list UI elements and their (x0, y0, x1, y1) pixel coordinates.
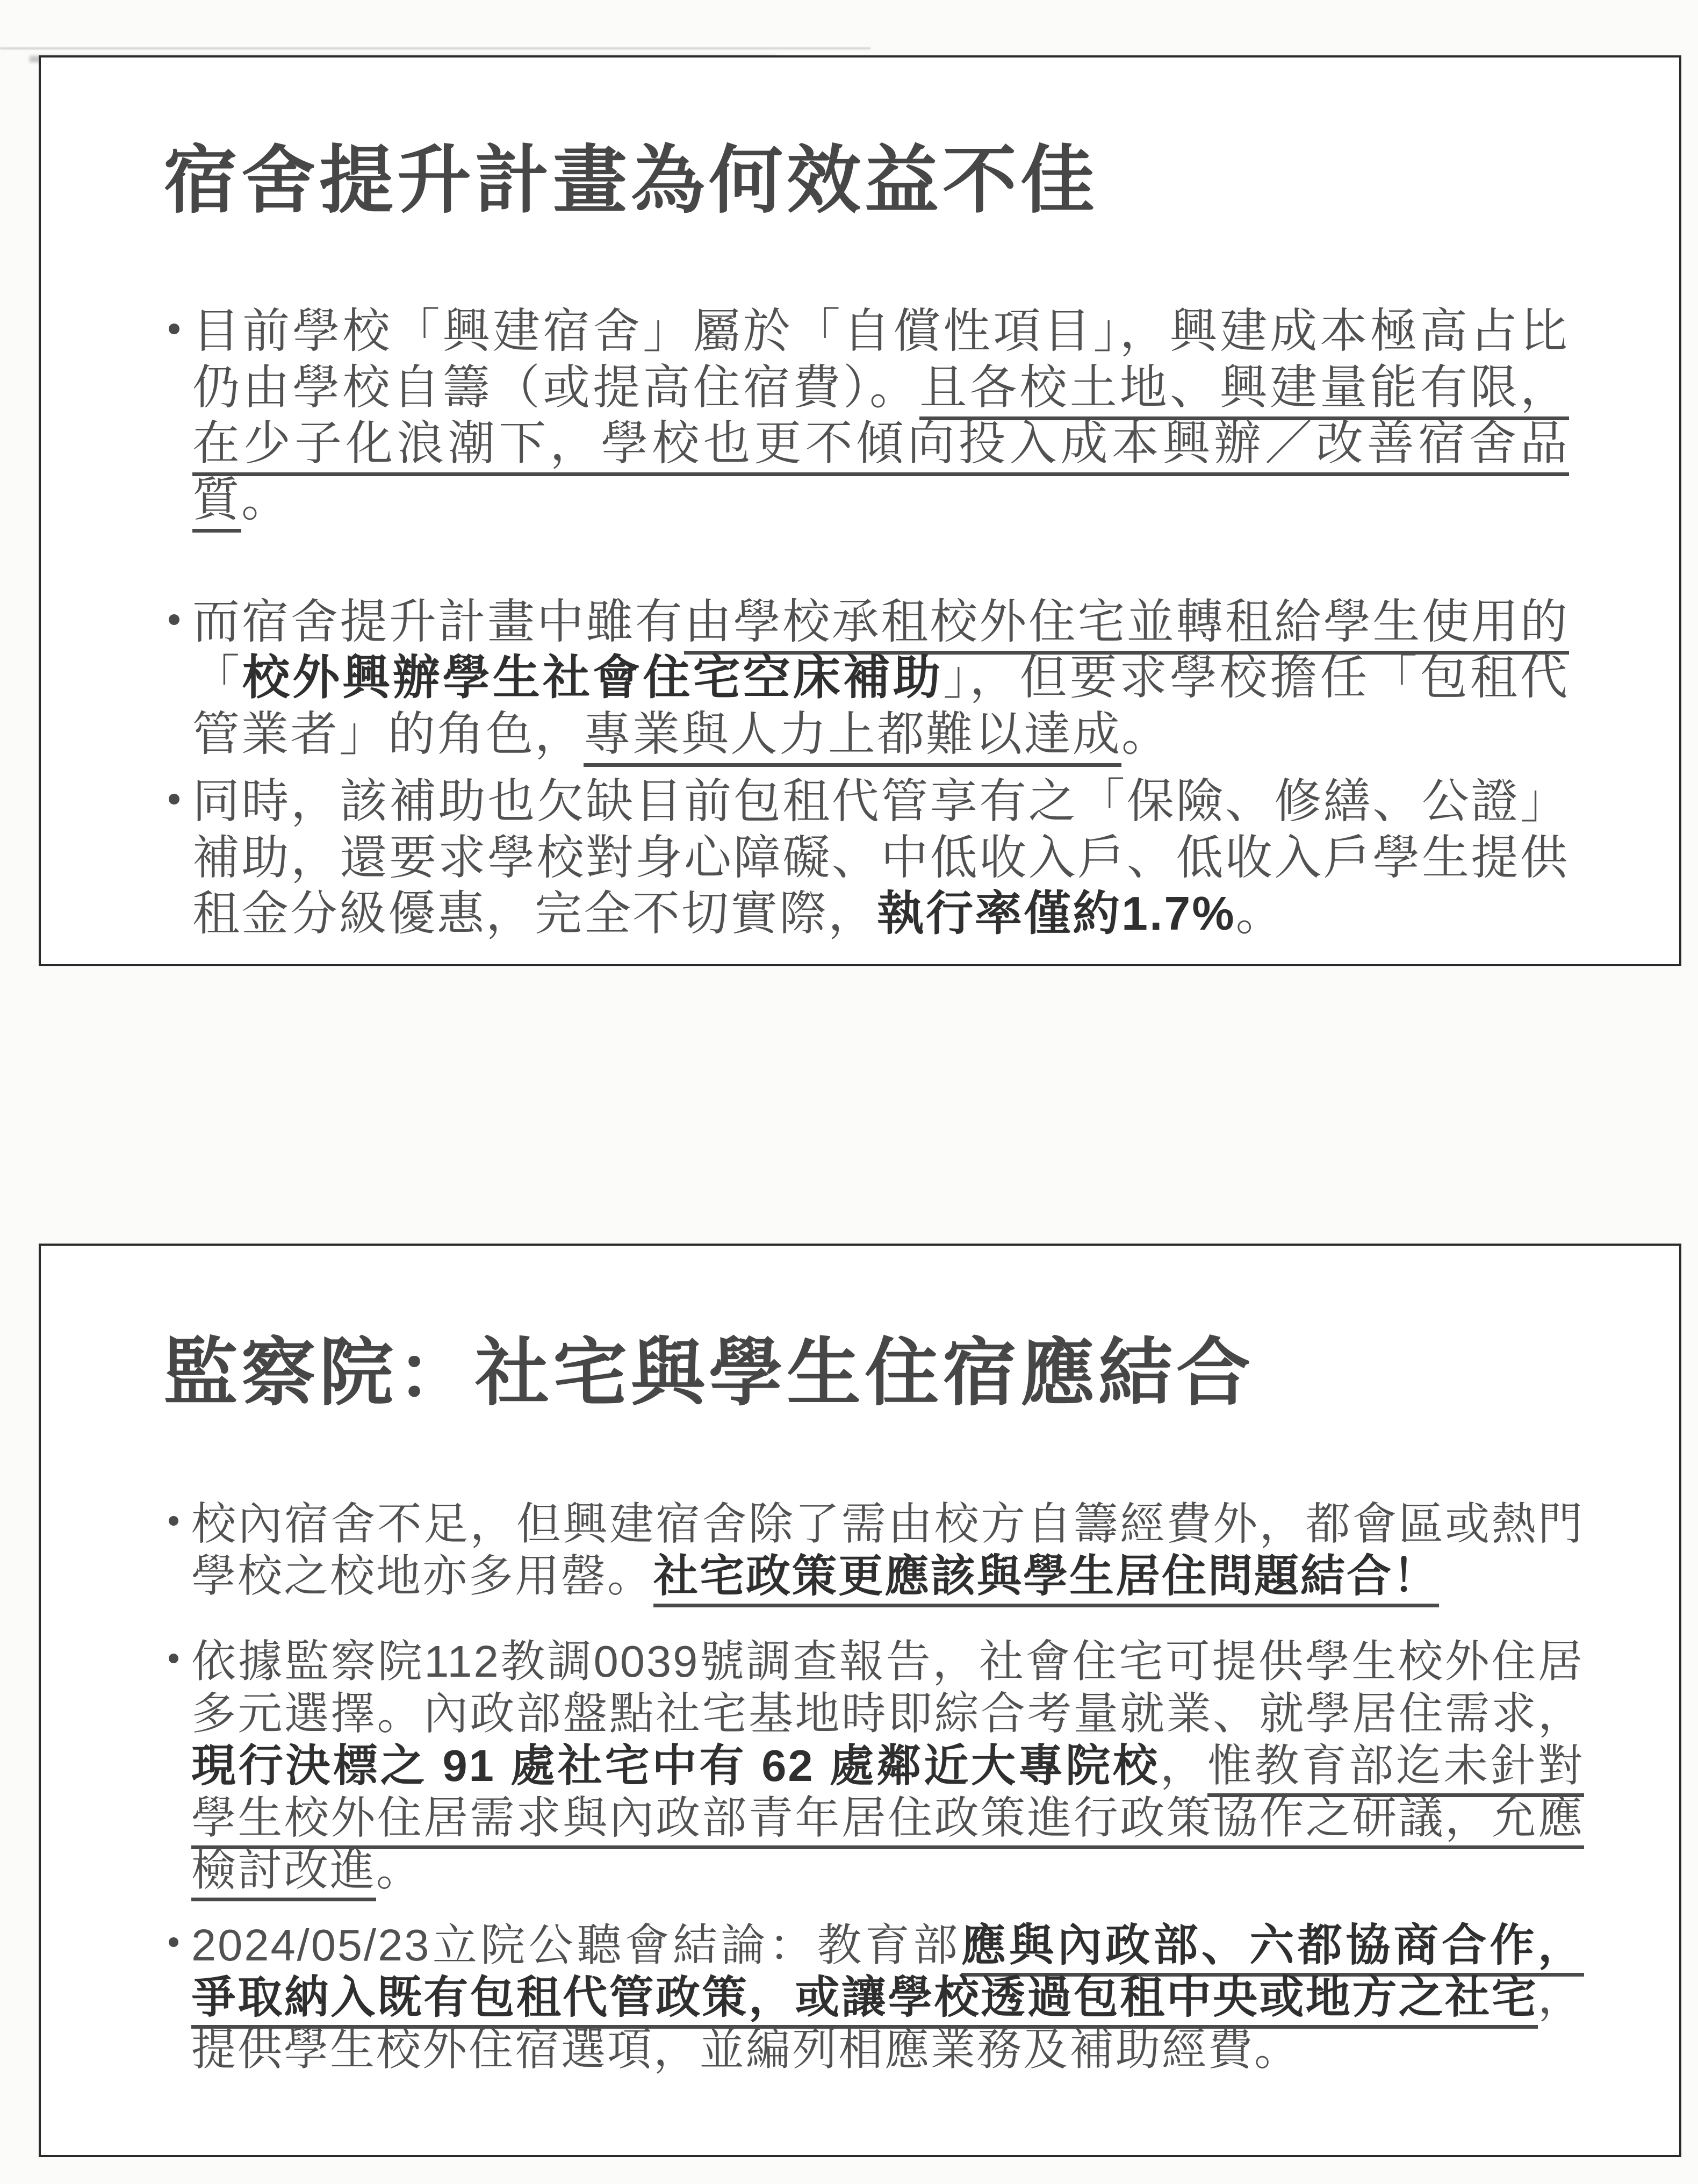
text-segment: 且各校土地、興建量能有限，在少子化浪潮下，學校也更不傾向投入成本興辦／改善宿舍品質 (192, 361, 1569, 533)
text-segment: ，提供學生校外住宿選項，並編列相應業務及補助經費。 (191, 1972, 1584, 2074)
bullet-text (192, 303, 1569, 528)
text-segment: 。 (1121, 707, 1171, 761)
bullet-dot-icon (169, 794, 179, 804)
bullet-dot-icon (169, 1937, 178, 1947)
list-item (169, 303, 1679, 528)
list-item (169, 1498, 1679, 1602)
text-segment: ， (1160, 1741, 1207, 1791)
slide-title: 宿舍提升計畫為何效益不佳 (163, 139, 1099, 222)
text-segment: 校內宿舍不足，但興建宿舍除了需由校方自籌經費外，都會區或熱門學校之校地亦多用罄。 (191, 1498, 1584, 1601)
text-segment: 「 (192, 651, 243, 705)
text-segment: 惟教育部迄未針對學生校外住居需求與內政部青年居住政策進行政策協作之研議，允應檢討改進 (191, 1741, 1584, 1901)
text-segment: 校外興辦學生社會住宅空床補助 (242, 651, 944, 705)
text-segment: 」，但要求學校擔任「包租代管業者」的角色， (192, 651, 1569, 761)
list-item (169, 594, 1679, 763)
text-segment: 現行決標之 91 處社宅中有 62 處鄰近大專院校 (191, 1741, 1160, 1791)
bullet-dot-icon (169, 614, 179, 625)
bullet-text (191, 1498, 1584, 1602)
text-segment: 應與內政部、六都協商合作，爭取納入既有包租代管政策，或讓學校透過包租中央或地方之社宅 (191, 1920, 1584, 2029)
bullet-list (169, 303, 1679, 942)
bullet-text (192, 773, 1569, 942)
list-item (169, 1919, 1679, 2075)
bullet-list (169, 1498, 1679, 2075)
text-segment: 同時，該補助也欠缺目前包租代管享有之「保險、修繕、公證」補助，還要求學校對身心障礙、中低收入戶、低收入戶學生提供租金分級優惠，完全不切實際， (192, 774, 1569, 940)
text-segment: 依據監察院112教調0039號調查報告，社會住宅可提供學生校外住居多元選擇。內政部盤點社宅基地時即綜合考量就業、就學居住需求， (191, 1636, 1584, 1739)
text-segment: 2024/05/23立院公聽會結論：教育部 (191, 1920, 961, 1970)
slide-control-yuan-social-housing (39, 1244, 1681, 2157)
bullet-dot-icon (169, 1654, 178, 1663)
text-segment: 。 (241, 472, 291, 526)
bullet-dot-icon (169, 1516, 178, 1526)
list-item (169, 1635, 1679, 1896)
text-segment: 目前學校「興建宿舍」屬於「自償性項目」，興建成本極高占比仍由學校自籌（或提高住宿費）。 (192, 304, 1569, 414)
text-segment: 專業與人力上都難以達成 (584, 707, 1121, 767)
text-segment: 而宿舍提升計畫中雖有 (192, 594, 685, 648)
scan-streak-artifact (0, 47, 870, 49)
text-segment: 執行率僅約1.7% (877, 887, 1236, 940)
list-item (169, 773, 1679, 942)
bullet-text (191, 1635, 1584, 1896)
bullet-dot-icon (169, 324, 179, 334)
text-segment: 。 (1235, 887, 1285, 940)
bullet-text (192, 594, 1569, 763)
bullet-text (191, 1919, 1584, 2075)
text-segment: 由學校承租校外住宅並轉租給學生使用的 (684, 595, 1569, 655)
slide-dorm-upgrade-plan (39, 55, 1681, 966)
text-segment: 社宅政策更應該與學生居住問題結合！ (653, 1551, 1439, 1607)
slide-title: 監察院：社宅與學生住宿應結合 (163, 1332, 1255, 1414)
text-segment: 。 (376, 1845, 422, 1895)
